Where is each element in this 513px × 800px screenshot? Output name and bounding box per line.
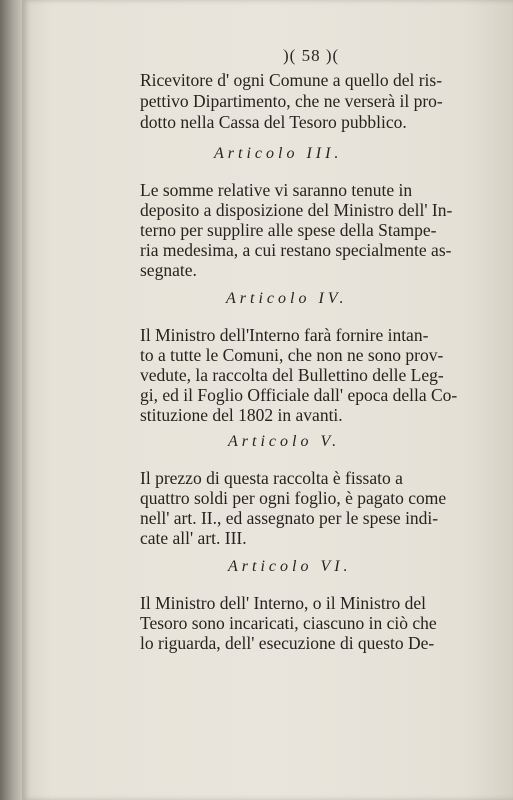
text-line: vedute, la raccolta del Bullettino delle Leg-: [140, 365, 444, 385]
text-line: Il Ministro dell'Interno farà fornire intan-: [140, 325, 429, 345]
text-line: to a tutte le Comuni, che non ne sono prov-: [140, 345, 444, 365]
text-line: segnate.: [140, 260, 197, 280]
text-line: pettivo Dipartimento, che ne verserà il pro-: [140, 91, 443, 111]
text-line: quattro soldi per ogni foglio, è pagato come: [140, 488, 447, 508]
text-line: dotto nella Cassa del Tesoro pubblico.: [140, 112, 407, 132]
page-number: )( 58 )(: [283, 46, 340, 65]
article-heading: Articolo III.: [214, 145, 343, 162]
text-line: stituzione del 1802 in avanti.: [140, 405, 343, 425]
text-line: lo riguarda, dell' esecuzione di questo De-: [140, 633, 435, 653]
text-line: Le somme relative vi saranno tenute in: [140, 180, 413, 200]
text-line: Il Ministro dell' Interno, o il Ministro del: [140, 593, 427, 613]
text-line: gi, ed il Foglio Officiale dall' epoca della Co-: [140, 385, 458, 405]
text-line: deposito a disposizione del Ministro dell' In-: [140, 200, 453, 220]
article-heading: Articolo VI.: [228, 558, 352, 575]
text-line: Tesoro sono incaricati, ciascuno in ciò che: [140, 613, 437, 633]
article-heading: Articolo IV.: [226, 290, 348, 307]
text-line: ria medesima, a cui restano specialmente as-: [140, 240, 452, 260]
text-line: nell' art. II., ed assegnato per le spese indi-: [140, 508, 439, 528]
text-line: Ricevitore d' ogni Comune a quello del ris-: [140, 70, 443, 90]
text-line: Il prezzo di questa raccolta è fissato a: [140, 468, 403, 488]
text-line: terno per supplire alle spese della Stampe-: [140, 220, 437, 240]
page-gutter-shadow: [0, 0, 22, 800]
article-heading: Articolo V.: [228, 433, 341, 450]
text-line: cate all' art. III.: [140, 528, 247, 548]
